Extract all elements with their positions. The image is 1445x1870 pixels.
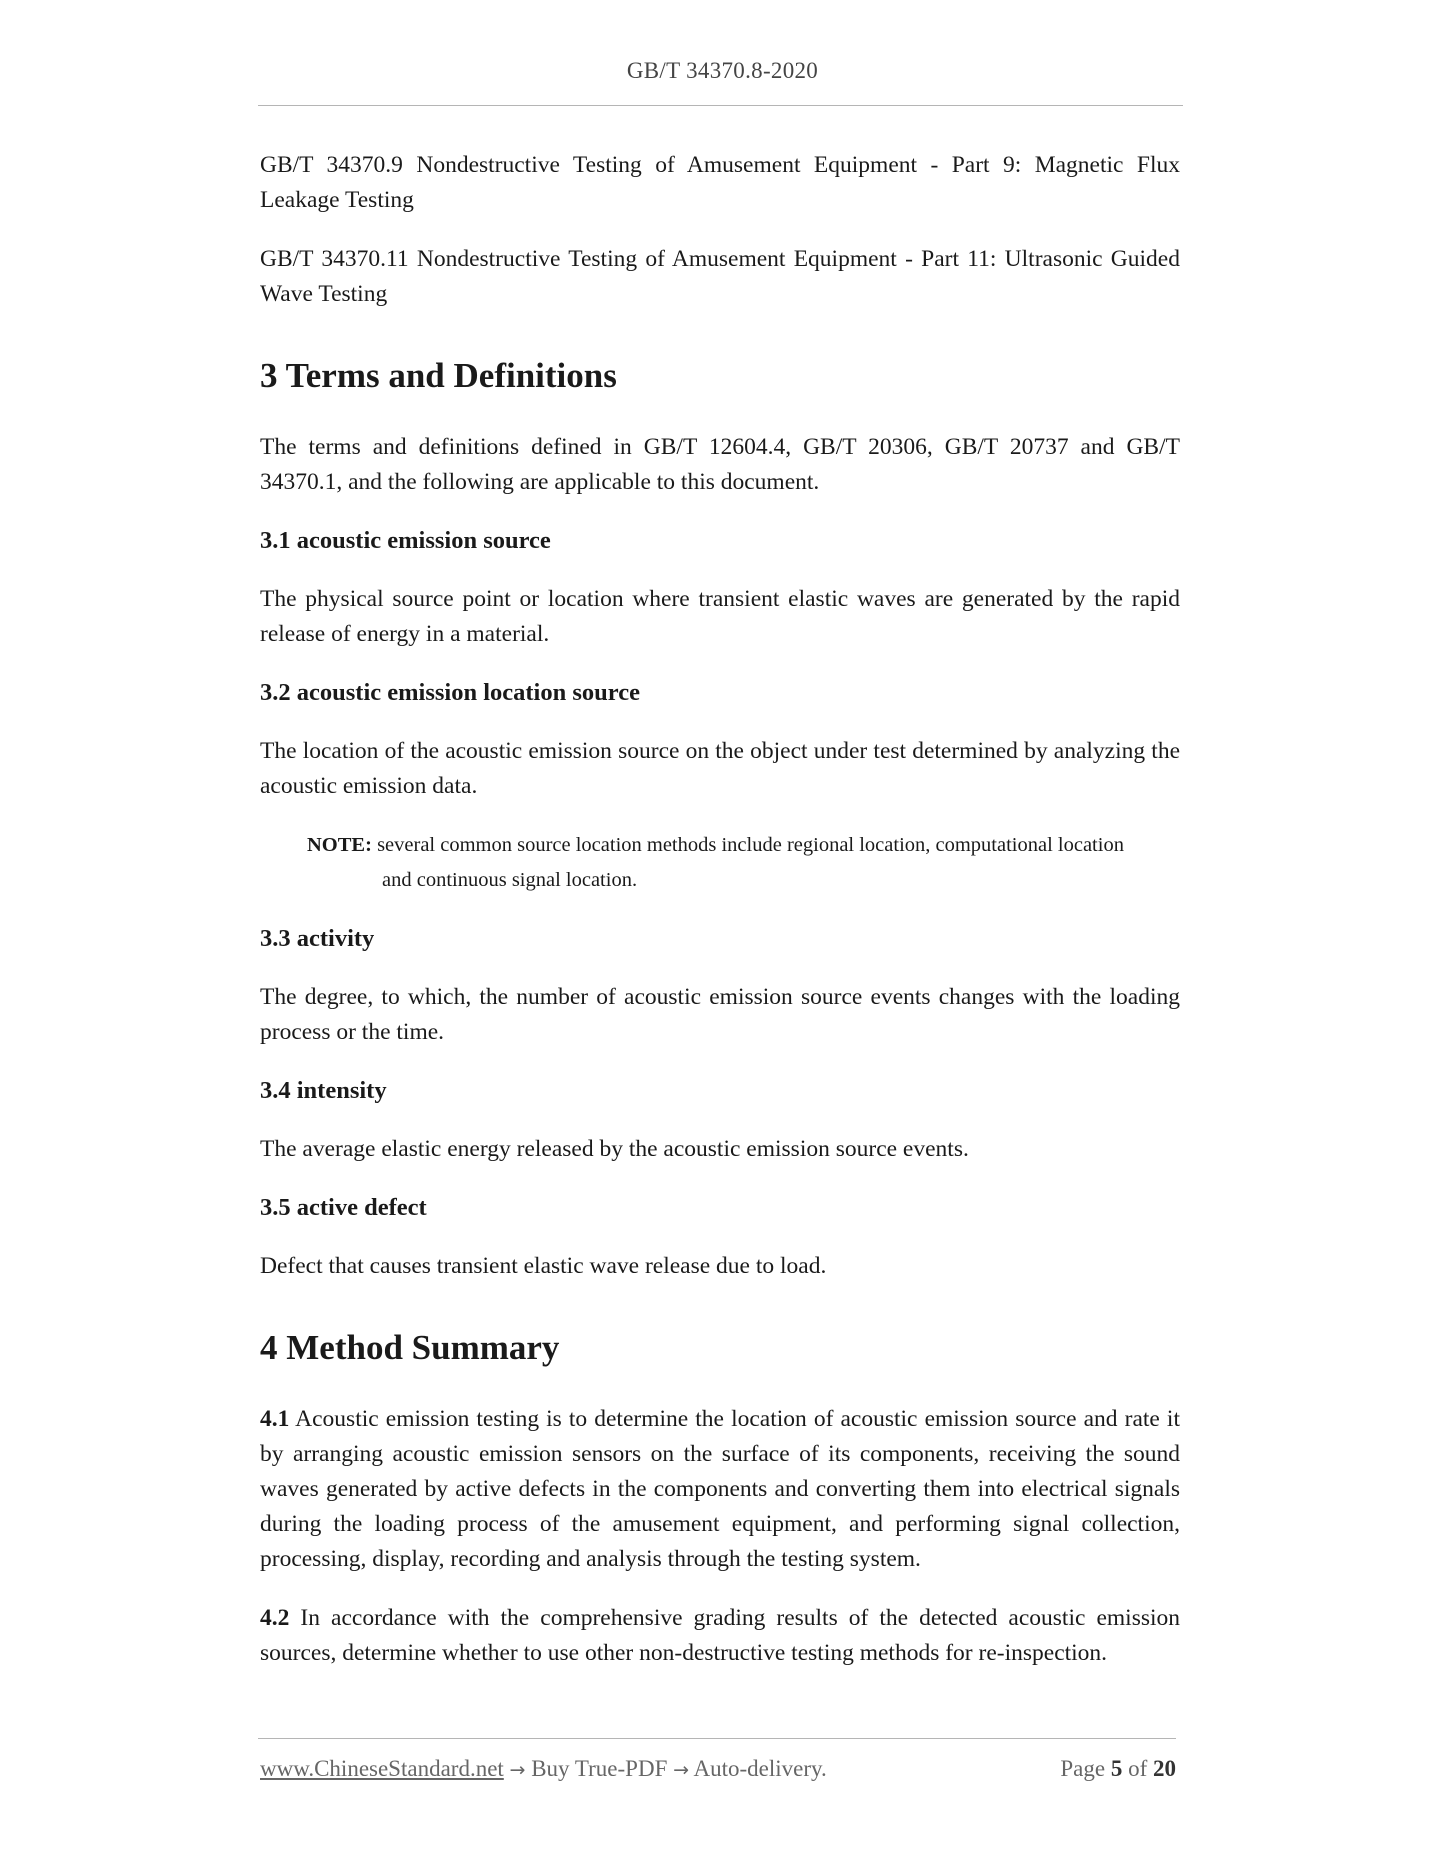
buy-pdf-text: Buy True-PDF xyxy=(531,1756,668,1781)
footer-divider xyxy=(258,1738,1176,1739)
term-definition: The average elastic energy released by the acoustic emission source events. xyxy=(260,1136,969,1162)
header-divider xyxy=(258,105,1183,106)
page-header: GB/T 34370.8-2020 xyxy=(626,58,819,83)
term-heading: 3.1 acoustic emission source xyxy=(260,527,551,554)
arrow-right-icon: → xyxy=(673,1759,690,1781)
note-text-line1: several common source location methods include regional location, computational location xyxy=(377,834,1124,856)
website-link[interactable]: www.ChineseStandard.net xyxy=(260,1756,504,1781)
paragraph-text: In accordance with the comprehensive grading results of the detected acoustic emission sources, determine whether to use other non-destructive testing methods for re-inspection. xyxy=(260,1605,1181,1666)
of-word: of xyxy=(1128,1756,1148,1781)
term-heading: 3.2 acoustic emission location source xyxy=(260,679,640,706)
paragraph-number: 4.2 xyxy=(260,1605,290,1631)
current-page: 5 xyxy=(1110,1756,1123,1781)
arrow-right-icon: → xyxy=(509,1759,526,1781)
page-word: Page xyxy=(1060,1756,1106,1781)
term-definition: The degree, to which, the number of acoustic emission source events changes with the loading process or the time. xyxy=(260,984,1180,1045)
note-block xyxy=(260,828,1180,898)
term-definition: The location of the acoustic emission source on the object under test determined by analyzing the acoustic emission data. xyxy=(260,738,1180,799)
method-paragraph xyxy=(260,1601,1180,1671)
note-text-line2: and continuous signal location. xyxy=(382,869,638,891)
reference-item: GB/T 34370.11 Nondestructive Testing of Amusement Equipment - Part 11: Ultrasonic Guided Wave Testing xyxy=(260,246,1180,307)
total-pages: 20 xyxy=(1153,1756,1176,1781)
page-content xyxy=(260,148,1180,1671)
footer-promo xyxy=(260,1756,827,1781)
page-footer xyxy=(260,1756,1176,1782)
term-heading: 3.5 active defect xyxy=(260,1194,427,1221)
page-indicator xyxy=(1060,1756,1176,1782)
method-paragraph xyxy=(260,1402,1180,1577)
term-heading: 3.4 intensity xyxy=(260,1077,387,1104)
section-3-title: 3 Terms and Definitions xyxy=(260,356,617,395)
section-4-title: 4 Method Summary xyxy=(260,1328,560,1367)
section-3-intro: The terms and definitions defined in GB/T 12604.4, GB/T 20306, GB/T 20737 and GB/T 34370.1, and the following are applicable to this document. xyxy=(260,434,1180,495)
term-definition: The physical source point or location where transient elastic waves are generated by the rapid release of energy in a material. xyxy=(260,586,1180,647)
term-heading: 3.3 activity xyxy=(260,925,375,952)
reference-item: GB/T 34370.9 Nondestructive Testing of Amusement Equipment - Part 9: Magnetic Flux Leakage Testing xyxy=(260,152,1180,213)
term-definition: Defect that causes transient elastic wave release due to load. xyxy=(260,1253,827,1279)
paragraph-text: Acoustic emission testing is to determine the location of acoustic emission source and rate it by arranging acoustic emission sensors on the surface of its components, receiving the sound waves generated by active defects in the components and converting them into electrical signals during the loading process of the amusement equipment, and performing signal collection, processing, display, recording and analysis through the testing system. xyxy=(260,1406,1180,1572)
paragraph-number: 4.1 xyxy=(260,1406,290,1432)
note-label: NOTE: xyxy=(307,834,372,856)
auto-delivery-text: Auto-delivery. xyxy=(693,1756,827,1781)
